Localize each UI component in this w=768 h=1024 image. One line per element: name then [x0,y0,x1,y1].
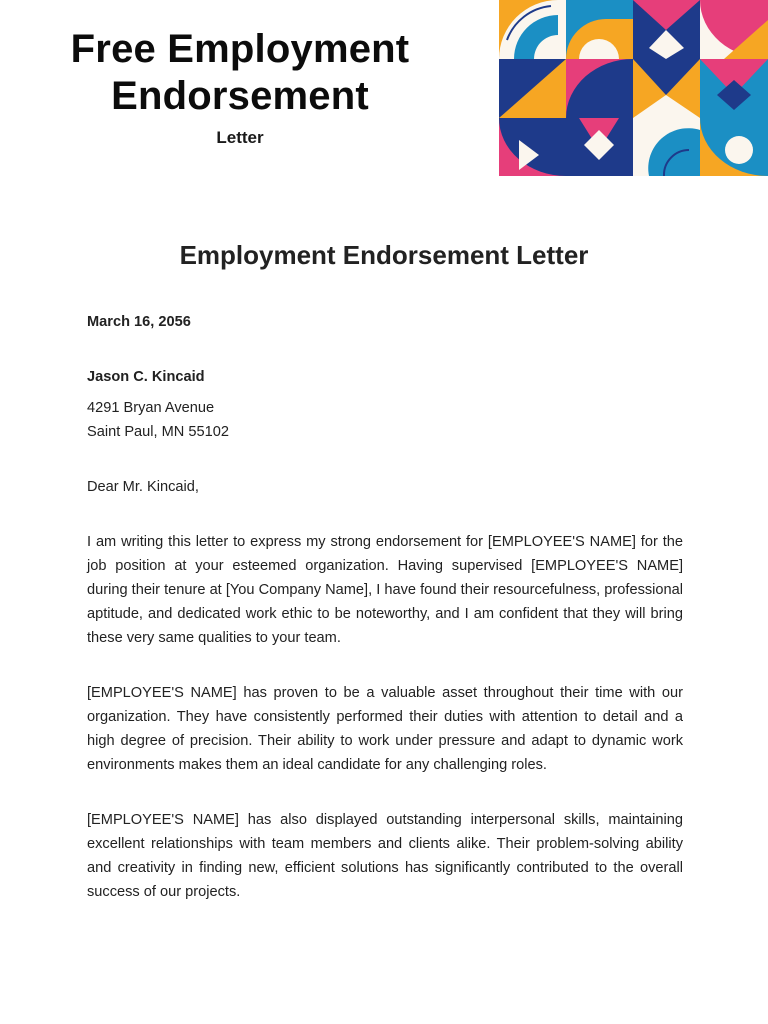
address-line-1: 4291 Bryan Avenue [87,400,215,416]
header-title [0,26,480,120]
header-subtitle: Letter [216,128,264,147]
header-title-line1: Free Employment [70,27,410,71]
recipient-address [87,396,683,444]
recipient-name: Jason C. Kincaid [87,369,205,385]
letter-body [87,310,683,935]
body-paragraph-2: [EMPLOYEE'S NAME] has proven to be a valuable asset throughout their time with our organization. They have consistently performed their duties with attention to detail and a high degree of precision. Their ability to work under pressure and adapt to dynamic work environments makes them an ideal candidate for any challenging roles. [87,685,683,773]
body-paragraph-1: I am writing this letter to express my strong endorsement for [EMPLOYEE'S NAME] for the job position at your esteemed organization. Having supervised [EMPLOYEE'S NAME] during their tenure at [You Company Name], I have found their resourcefulness, professional aptitude, and dedicated work ethic to be noteworthy, and I am confident that they will bring these very same qualities to your team. [87,534,683,646]
address-line-2: Saint Paul, MN 55102 [87,424,229,440]
letter-heading: Employment Endorsement Letter [179,240,589,270]
letter-date: March 16, 2056 [87,314,191,330]
body-paragraph-3: [EMPLOYEE'S NAME] has also displayed outstanding interpersonal skills, maintaining excellent relationships with team members and clients alike. Their problem-solving ability and creativity in finding new, efficient solutions has significantly contributed to the overall success of our projects. [87,812,683,900]
geometric-artwork [499,0,768,176]
header-title-line2: Endorsement [111,74,369,118]
salutation: Dear Mr. Kincaid, [87,479,199,495]
page-header [0,0,768,200]
geometric-pattern-graphic [499,0,768,176]
